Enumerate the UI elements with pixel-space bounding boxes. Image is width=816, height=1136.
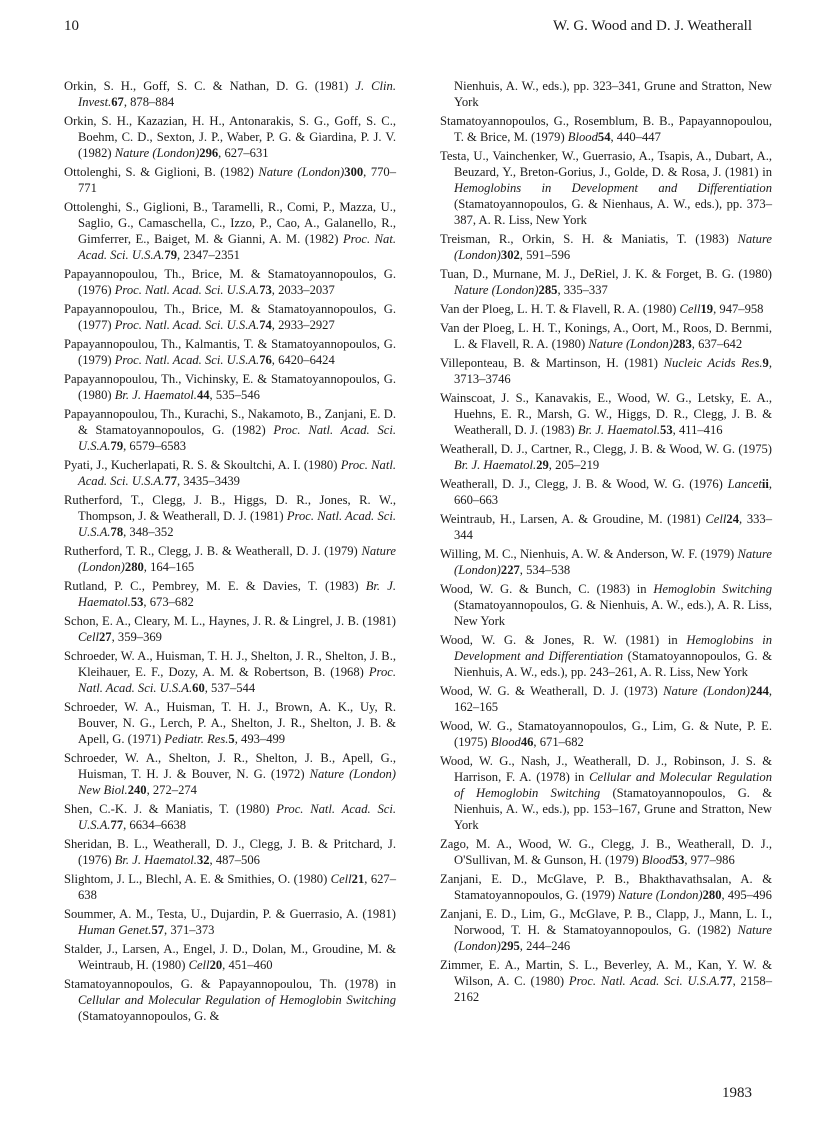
reference-volume: 300 xyxy=(344,165,364,179)
reference-entry xyxy=(64,336,396,368)
reference-text: , 359–369 xyxy=(111,630,162,644)
reference-text: Rutherford, T., Clegg, J. B., Higgs, D. R., Jones, R. W., Thompson, J. & Weatherall, D. J. (1981) xyxy=(64,493,396,523)
reference-source: Nature (London) xyxy=(454,547,772,577)
reference-volume: 227 xyxy=(500,563,520,577)
reference-text: (Stamatoyannopoulos, G. & Nienhuis, A. W., eds.), pp. 153–167, Grune and Stratton, New York xyxy=(454,786,772,832)
reference-text: Testa, U., Vainchenker, W., Guerrasio, A., Tsapis, A., Dubart, A., Beuzard, Y., Breton-Gorius, J., Golde, D. & Rosa, J. (1981) in xyxy=(440,149,772,179)
reference-text: Schon, E. A., Cleary, M. L., Haynes, J. R. & Lingrel, J. B. (1981) xyxy=(64,614,396,628)
references-right-column xyxy=(440,78,772,1008)
reference-source: Br. J. Haematol. xyxy=(114,388,197,402)
reference-text: Wood, W. G. & Weatherall, D. J. (1973) xyxy=(440,684,664,698)
reference-text: , 637–642 xyxy=(691,337,743,351)
reference-text: Zago, M. A., Wood, W. G., Clegg, J. B., Weatherall, D. J., O'Sullivan, M. & Gunson, H. (1979) xyxy=(440,837,772,867)
reference-source: Proc. Natl. Acad. Sci. U.S.A. xyxy=(78,423,396,453)
reference-text: , 244–246 xyxy=(519,939,571,953)
reference-source: J. Clin. Invest. xyxy=(78,79,397,109)
reference-text: Papayannopoulou, Th., Vichinsky, E. & Stamatoyannopoulos, G. (1980) xyxy=(64,372,396,402)
reference-text: (Stamatoyannopoulos, G. & Nienhuis, A. W., eds.), pp. 243–261, A. R. Liss, New York xyxy=(454,649,773,679)
reference-text: Tuan, D., Murnane, M. J., DeRiel, J. K. & Forget, B. G. (1980) xyxy=(440,267,772,281)
reference-entry xyxy=(440,836,772,868)
footer-year: 1983 xyxy=(722,1085,752,1101)
reference-volume: 21 xyxy=(351,872,365,886)
reference-text: Treisman, R., Orkin, S. H. & Maniatis, T. (1983) xyxy=(440,232,738,246)
reference-volume: 295 xyxy=(500,939,520,953)
reference-source: Nature (London) xyxy=(618,888,703,902)
reference-entry xyxy=(440,511,772,543)
reference-source: Nature (London) xyxy=(114,146,200,160)
reference-entry xyxy=(64,164,396,196)
reference-volume: 77 xyxy=(164,474,177,488)
reference-text: Orkin, S. H., Goff, S. C. & Nathan, D. G. (1981) xyxy=(64,79,356,93)
reference-text: , 6420–6424 xyxy=(271,353,335,367)
reference-text: , 627–631 xyxy=(218,146,269,160)
reference-text: Stamatoyannopoulos, G., Rosemblum, B. B., Papayannopoulou, T. & Brice, M. (1979) xyxy=(440,114,772,144)
reference-text: , 2033–2037 xyxy=(271,283,335,297)
reference-source: Blood xyxy=(567,130,598,144)
reference-volume: 24 xyxy=(726,512,739,526)
reference-text: Orkin, S. H., Kazazian, H. H., Antonarakis, S. G., Goff, S. C., Boehm, C. D., Sexton, J. P., Waber, P. G. & Giardina, P. J. V. (1982) xyxy=(64,114,396,160)
reference-entry xyxy=(440,78,772,110)
reference-entry xyxy=(64,199,396,263)
reference-text: , 660–663 xyxy=(454,477,772,507)
page-number: 10 xyxy=(64,18,79,34)
reference-volume: 46 xyxy=(520,735,534,749)
reference-volume: 76 xyxy=(259,353,272,367)
reference-entry xyxy=(64,871,396,903)
reference-entry xyxy=(64,457,396,489)
reference-entry xyxy=(64,301,396,333)
reference-volume: 60 xyxy=(192,681,205,695)
reference-volume: 283 xyxy=(672,337,692,351)
reference-text: , 451–460 xyxy=(222,958,273,972)
reference-text: , 591–596 xyxy=(519,248,571,262)
reference-text: Weatherall, D. J., Clegg, J. B. & Wood, W. G. (1976) xyxy=(440,477,728,491)
reference-volume: 5 xyxy=(228,732,235,746)
reference-source: Blood xyxy=(641,853,672,867)
reference-text: (Stamatoyannopoulos, G. & Nienhuis, A. W., eds.), A. R. Liss, New York xyxy=(454,598,772,628)
reference-text: , 2933–2927 xyxy=(271,318,335,332)
reference-entry xyxy=(440,441,772,473)
reference-source: Human Genet. xyxy=(78,923,152,937)
reference-entry xyxy=(64,699,396,747)
reference-entry xyxy=(440,718,772,750)
reference-source: Proc. Nat. Acad. Sci. U.S.A. xyxy=(78,232,397,262)
reference-text: Wood, W. G. & Jones, R. W. (1981) in xyxy=(440,633,687,647)
reference-volume: 79 xyxy=(110,439,124,453)
reference-source: Cell xyxy=(705,512,727,526)
reference-entry xyxy=(64,613,396,645)
reference-entry xyxy=(64,750,396,798)
reference-source: Blood xyxy=(490,735,521,749)
reference-text: Zanjani, E. D., Lim, G., McGlave, P. B., Clapp, J., Mann, L. I., Norwood, T. H. & Stamatoyannopoulos, G. (1982) xyxy=(440,907,772,937)
reference-text: Stamatoyannopoulos, G. & Papayannopoulou, Th. (1978) in xyxy=(64,977,396,991)
reference-entry xyxy=(64,266,396,298)
reference-source: Br. J. Haematol. xyxy=(114,853,197,867)
reference-text: Stalder, J., Larsen, A., Engel, J. D., Dolan, M., Groudine, M. & Weintraub, H. (1980) xyxy=(64,942,396,972)
reference-volume: 74 xyxy=(259,318,272,332)
reference-text: Papayannopoulou, Th., Brice, M. & Stamatoyannopoulos, G. (1976) xyxy=(64,267,396,297)
reference-entry xyxy=(440,390,772,438)
reference-text: Wood, W. G., Nash, J., Weatherall, D. J., Robinson, J. S. & Harrison, F. A. (1978) in xyxy=(440,754,772,784)
reference-volume: 280 xyxy=(702,888,722,902)
reference-text: , 537–544 xyxy=(204,681,256,695)
reference-text: Willing, M. C., Nienhuis, A. W. & Anderson, W. F. (1979) xyxy=(440,547,738,561)
reference-text: , 272–274 xyxy=(146,783,197,797)
reference-entry xyxy=(440,266,772,298)
reference-text: Villeponteau, B. & Martinson, H. (1981) xyxy=(440,356,664,370)
reference-volume: 77 xyxy=(719,974,733,988)
reference-text: , 534–538 xyxy=(519,563,571,577)
reference-text: , 371–373 xyxy=(164,923,215,937)
reference-source: Proc. Natl. Acad. Sci. U.S.A. xyxy=(78,665,396,695)
reference-text: , 205–219 xyxy=(548,458,600,472)
reference-text: , 164–165 xyxy=(143,560,195,574)
reference-text: Van der Ploeg, L. H. T. & Flavell, R. A. (1980) xyxy=(440,302,680,316)
reference-text: Van der Ploeg, L. H. T., Konings, A., Oort, M., Roos, D. Bernmi, L. & Flavell, R. A. (1980) xyxy=(440,321,772,351)
reference-source: Cellular and Molecular Regulation of Hemoglobin Switching xyxy=(78,993,396,1007)
reference-entry xyxy=(440,113,772,145)
reference-entry xyxy=(64,836,396,868)
reference-text: Rutland, P. C., Pembrey, M. E. & Davies, T. (1983) xyxy=(64,579,366,593)
reference-source: Br. J. Haematol. xyxy=(454,458,537,472)
reference-entry xyxy=(64,906,396,938)
reference-volume: 296 xyxy=(199,146,219,160)
reference-volume: 53 xyxy=(130,595,144,609)
reference-entry xyxy=(440,320,772,352)
reference-source: Hemoglobins in Development and Differentiation xyxy=(454,633,772,663)
reference-entry xyxy=(64,113,396,161)
reference-volume: 27 xyxy=(99,630,112,644)
reference-text: Papayannopoulou, Th., Kurachi, S., Nakamoto, B., Zanjani, E. D. & Stamatoyannopoulos, G. (1982) xyxy=(64,407,396,437)
reference-text: , 335–337 xyxy=(557,283,608,297)
reference-volume: 285 xyxy=(538,283,558,297)
reference-source: Nature (London) xyxy=(454,923,772,953)
reference-text: , 6634–6638 xyxy=(123,818,187,832)
reference-source: Pediatr. Res. xyxy=(164,732,229,746)
reference-volume: 78 xyxy=(110,525,124,539)
reference-source: Br. J. Haematol. xyxy=(577,423,661,437)
reference-volume: 32 xyxy=(196,853,210,867)
reference-source: Nature (London) xyxy=(258,165,345,179)
reference-entry xyxy=(64,492,396,540)
reference-entry xyxy=(64,543,396,575)
reference-volume: 302 xyxy=(500,248,520,262)
reference-volume: 73 xyxy=(259,283,272,297)
reference-entry xyxy=(64,371,396,403)
reference-source: Nature (London) xyxy=(454,232,772,262)
reference-text: Slightom, J. L., Blechl, A. E. & Smithies, O. (1980) xyxy=(64,872,331,886)
reference-entry xyxy=(64,78,396,110)
reference-text: , 411–416 xyxy=(672,423,723,437)
reference-entry xyxy=(440,753,772,833)
reference-entry xyxy=(440,231,772,263)
reference-volume: 280 xyxy=(124,560,144,574)
reference-entry xyxy=(64,941,396,973)
reference-entry xyxy=(64,801,396,833)
reference-text: , 770–771 xyxy=(78,165,397,195)
reference-source: Lancet xyxy=(727,477,762,491)
reference-source: Proc. Natl. Acad. Sci. U.S.A. xyxy=(78,458,396,488)
reference-source: Nucleic Acids Res. xyxy=(663,356,763,370)
reference-text: , 162–165 xyxy=(454,684,773,714)
reference-source: Proc. Natl. Acad. Sci. U.S.A. xyxy=(78,509,396,539)
reference-volume: 9 xyxy=(762,356,769,370)
reference-volume: ii xyxy=(761,477,769,491)
reference-text: , 493–499 xyxy=(234,732,286,746)
reference-text: (Stamatoyannopoulos, G. & Nienhaus, A. W., eds.), pp. 373–387, A. R. Liss, New York xyxy=(454,197,772,227)
reference-source: Proc. Natl. Acad. Sci. U.S.A. xyxy=(114,353,260,367)
reference-source: Proc. Natl. Acad. Sci. U.S.A. xyxy=(114,318,260,332)
reference-entry xyxy=(440,906,772,954)
reference-text: Zanjani, E. D., McGlave, P. B., Bhakthavathsalan, A. & Stamatoyannopoulos, G. (1979) xyxy=(440,872,772,902)
reference-text: Shen, C.-K. J. & Maniatis, T. (1980) xyxy=(64,802,277,816)
reference-text: , 487–506 xyxy=(209,853,260,867)
reference-entry xyxy=(440,632,772,680)
reference-text: Schroeder, W. A., Huisman, T. H. J., Brown, A. K., Uy, R. Bouver, N. G., Lerch, P. A., Shelton, J. R., Shelton, J. B. & Apell, G. (1971) xyxy=(64,700,396,746)
reference-text: Soummer, A. M., Testa, U., Dujardin, P. & Guerrasio, A. (1981) xyxy=(64,907,396,921)
reference-volume: 53 xyxy=(671,853,685,867)
reference-entry xyxy=(440,476,772,508)
reference-text: Wood, W. G., Stamatoyannopoulos, G., Lim, G. & Nute, P. E. (1975) xyxy=(440,719,772,749)
reference-text: Wood, W. G. & Bunch, C. (1983) in xyxy=(440,582,654,596)
reference-volume: 67 xyxy=(111,95,124,109)
reference-volume: 44 xyxy=(196,388,210,402)
reference-entry xyxy=(64,406,396,454)
reference-source: Cell xyxy=(330,872,352,886)
reference-entry xyxy=(440,581,772,629)
reference-source: Nature (London) xyxy=(78,544,396,574)
reference-text: , 673–682 xyxy=(143,595,194,609)
reference-text: , 2158–2162 xyxy=(454,974,773,1004)
reference-text: (Stamatoyannopoulos, G. & xyxy=(78,1009,220,1023)
reference-source: Proc. Natl. Acad. Sci. U.S.A. xyxy=(78,802,397,832)
reference-entry xyxy=(440,957,772,1005)
reference-source: Cell xyxy=(188,958,210,972)
reference-entry xyxy=(440,301,772,317)
reference-source: Cell xyxy=(78,630,99,644)
reference-source: Hemoglobins in Development and Differentiation xyxy=(454,181,772,195)
reference-volume: 53 xyxy=(660,423,673,437)
reference-volume: 244 xyxy=(749,684,769,698)
reference-volume: 79 xyxy=(164,248,177,262)
reference-text: , 333–344 xyxy=(454,512,773,542)
reference-entry xyxy=(64,976,396,1024)
reference-volume: 29 xyxy=(536,458,549,472)
reference-source: Nature (London) xyxy=(588,337,673,351)
reference-source: Nature (London) xyxy=(454,283,539,297)
reference-text: Papayannopoulou, Th., Kalmantis, T. & Stamatoyannopoulos, G. (1979) xyxy=(64,337,396,367)
reference-source: Br. J. Haematol. xyxy=(78,579,396,609)
reference-text: Zimmer, E. A., Martin, S. L., Beverley, A. M., Kan, Y. W. & Wilson, A. C. (1980) xyxy=(440,958,772,988)
reference-volume: 240 xyxy=(127,783,147,797)
reference-text: , 495–496 xyxy=(721,888,772,902)
reference-source: Proc. Natl. Acad. Sci. U.S.A. xyxy=(114,283,260,297)
reference-text: , 2347–2351 xyxy=(176,248,240,262)
reference-text: Schroeder, W. A., Shelton, J. R., Shelton, J. B., Apell, G., Huisman, T. H. J. & Bouver, N. G. (1972) xyxy=(64,751,396,781)
reference-source: Cellular and Molecular Regulation of Hemoglobin Switching xyxy=(454,770,772,800)
reference-entry xyxy=(440,871,772,903)
reference-text: , 878–884 xyxy=(123,95,175,109)
reference-text: , 627–638 xyxy=(78,872,397,902)
reference-entry xyxy=(64,578,396,610)
reference-text: Wainscoat, J. S., Kanavakis, E., Wood, W. G., Letsky, E. A., Huehns, E. R., Marsh, G. W., Higgs, D. R., Clegg, J. B. & Weatherall, D. J. (1983) xyxy=(440,391,772,437)
reference-text: Weintraub, H., Larsen, A. & Groudine, M. (1981) xyxy=(440,512,706,526)
reference-text: Rutherford, T. R., Clegg, J. B. & Weatherall, D. J. (1979) xyxy=(64,544,362,558)
reference-volume: 54 xyxy=(597,130,611,144)
reference-source: Nature (London) New Biol. xyxy=(78,767,396,797)
reference-entry xyxy=(64,648,396,696)
reference-text: Pyati, J., Kucherlapati, R. S. & Skoultchi, A. I. (1980) xyxy=(64,458,341,472)
reference-text: , 440–447 xyxy=(610,130,661,144)
reference-volume: 77 xyxy=(110,818,124,832)
reference-text: Sheridan, B. L., Weatherall, D. J., Clegg, J. B. & Pritchard, J. (1976) xyxy=(64,837,396,867)
reference-entry xyxy=(440,546,772,578)
references-left-column xyxy=(64,78,396,1027)
reference-text: Nienhuis, A. W., eds.), pp. 323–341, Grune and Stratton, New York xyxy=(454,79,772,109)
reference-text: , 977–986 xyxy=(684,853,735,867)
reference-entry xyxy=(440,355,772,387)
reference-text: , 3435–3439 xyxy=(176,474,240,488)
reference-text: , 947–958 xyxy=(713,302,764,316)
reference-volume: 20 xyxy=(209,958,223,972)
reference-text: Weatherall, D. J., Cartner, R., Clegg, J. B. & Wood, W. G. (1975) xyxy=(440,442,772,456)
running-head: W. G. Wood and D. J. Weatherall xyxy=(553,18,752,34)
reference-text: , 348–352 xyxy=(123,525,174,539)
reference-text: Schroeder, W. A., Huisman, T. H. J., Shelton, J. R., Shelton, J. B., Kleihauer, E. F., Dozy, A. M. & Robertson, B. (1968) xyxy=(64,649,396,679)
reference-text: Papayannopoulou, Th., Brice, M. & Stamatoyannopoulos, G. (1977) xyxy=(64,302,396,332)
reference-volume: 19 xyxy=(700,302,714,316)
reference-text: , 3713–3746 xyxy=(454,356,772,386)
reference-source: Nature (London) xyxy=(663,684,750,698)
reference-text: , 535–546 xyxy=(209,388,260,402)
reference-source: Proc. Natl. Acad. Sci. U.S.A. xyxy=(568,974,720,988)
reference-text: , 671–682 xyxy=(533,735,584,749)
reference-source: Cell xyxy=(679,302,701,316)
reference-entry xyxy=(440,683,772,715)
reference-entry xyxy=(440,148,772,228)
reference-text: Ottolenghi, S., Giglioni, B., Taramelli, R., Comi, P., Mazza, U., Saglio, G., Camaschella, C., Izzo, P., Cao, A., Galanello, R., Gimferrer, E., Baiget, M. & Gianni, A. M. (1982) xyxy=(64,200,396,246)
reference-source: Hemoglobin Switching xyxy=(653,582,772,596)
reference-text: , 6579–6583 xyxy=(123,439,187,453)
reference-text: Ottolenghi, S. & Giglioni, B. (1982) xyxy=(64,165,259,179)
reference-volume: 57 xyxy=(151,923,165,937)
